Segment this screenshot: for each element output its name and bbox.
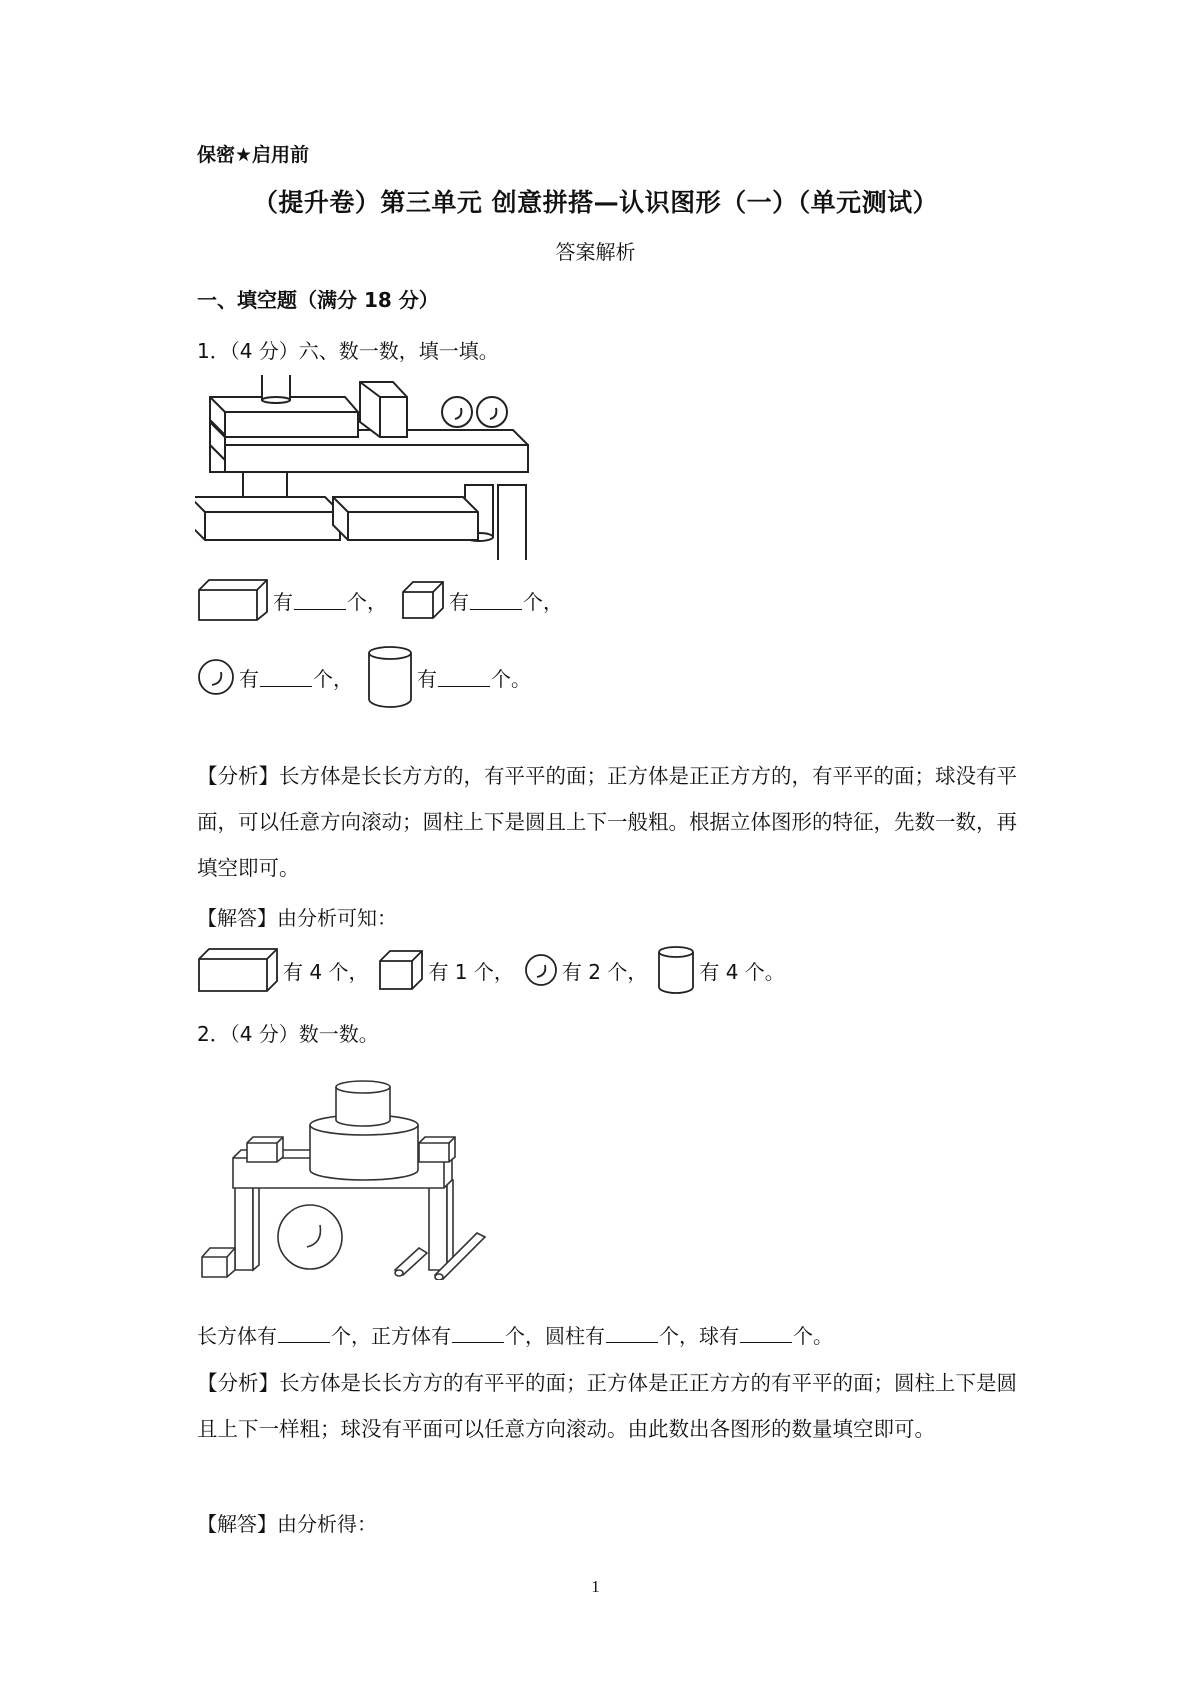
sphere-count-blank[interactable] xyxy=(260,668,312,687)
cuboid-icon xyxy=(197,947,279,993)
q2-sphere-blank[interactable] xyxy=(740,1324,792,1343)
cylinder-label-b: 个。 xyxy=(491,666,531,691)
question-2-prompt: 2．（4 分）数一数。 xyxy=(197,1022,379,1046)
cylinder-icon xyxy=(657,945,695,995)
q2-sphere-label: 个，球有 xyxy=(659,1324,739,1348)
q2-end-label: 个。 xyxy=(793,1324,833,1348)
blocks-illustration-2 xyxy=(195,1065,515,1280)
blocks-illustration-1 xyxy=(195,375,575,560)
question-1-prompt: 1．（4 分）六、数一数，填一填。 xyxy=(197,339,499,363)
q2-cylinder-blank[interactable] xyxy=(606,1324,658,1343)
answer-cube: 有 1 个， xyxy=(428,959,514,984)
q2-cylinder-label: 个，圆柱有 xyxy=(505,1324,605,1348)
q1-fill-row-2 xyxy=(197,645,531,709)
answer-sphere: 有 2 个， xyxy=(561,959,648,984)
sphere-label-b: 个， xyxy=(313,666,353,691)
cube-icon xyxy=(378,949,424,991)
q1-fill-row-1 xyxy=(197,578,563,622)
cube-icon xyxy=(401,580,445,620)
cylinder-label-a: 有 xyxy=(417,666,437,691)
cube-label-a: 有 xyxy=(449,589,469,614)
sphere-icon xyxy=(524,953,558,987)
page-subtitle: 答案解析 xyxy=(555,240,636,264)
page-title: （提升卷）第三单元 创意拼搭—认识图形（一）（单元测试） xyxy=(252,188,939,217)
q1-answer-row xyxy=(197,945,785,995)
q1-analysis: 【分析】长方体是长长方方的，有平平的面；正方体是正正方方的，有平平的面；球没有平面，可以任意方向滚动；圆柱上下是圆且上下一般粗。根据立体图形的特征，先数一数，再填空即可。 xyxy=(197,764,1017,880)
q2-cuboid-label: 长方体有 xyxy=(197,1324,277,1348)
q2-answer-intro: 【解答】由分析得： xyxy=(197,1512,377,1536)
q1-answer-intro: 【解答】由分析可知： xyxy=(197,906,397,930)
cylinder-count-blank[interactable] xyxy=(438,668,490,687)
q2-cube-label: 个，正方体有 xyxy=(331,1324,451,1348)
answer-cuboid: 有 4 个， xyxy=(283,959,369,984)
section-heading-fill-blanks: 一、填空题（满分 18 分） xyxy=(197,288,439,312)
confidential-label: 保密★启用前 xyxy=(197,144,310,166)
cuboid-count-blank[interactable] xyxy=(294,591,346,610)
q2-analysis: 【分析】长方体是长长方方的有平平的面；正方体是正正方方的有平平的面；圆柱上下是圆且上下一样粗；球没有平面可以任意方向滚动。由此数出各图形的数量填空即可。 xyxy=(197,1371,1017,1441)
q2-fill-line xyxy=(197,1320,833,1349)
q2-cuboid-blank[interactable] xyxy=(278,1324,330,1343)
page-number: 1 xyxy=(591,1577,600,1596)
answer-cylinder: 有 4 个。 xyxy=(699,959,785,984)
cube-label-b: 个， xyxy=(523,589,563,614)
cuboid-icon xyxy=(197,578,269,622)
cuboid-label-b: 个， xyxy=(347,589,387,614)
cube-count-blank[interactable] xyxy=(470,591,522,610)
cuboid-label-a: 有 xyxy=(273,589,293,614)
q2-cube-blank[interactable] xyxy=(452,1324,504,1343)
sphere-label-a: 有 xyxy=(239,666,259,691)
cylinder-icon xyxy=(367,645,413,709)
sphere-icon xyxy=(197,658,235,696)
